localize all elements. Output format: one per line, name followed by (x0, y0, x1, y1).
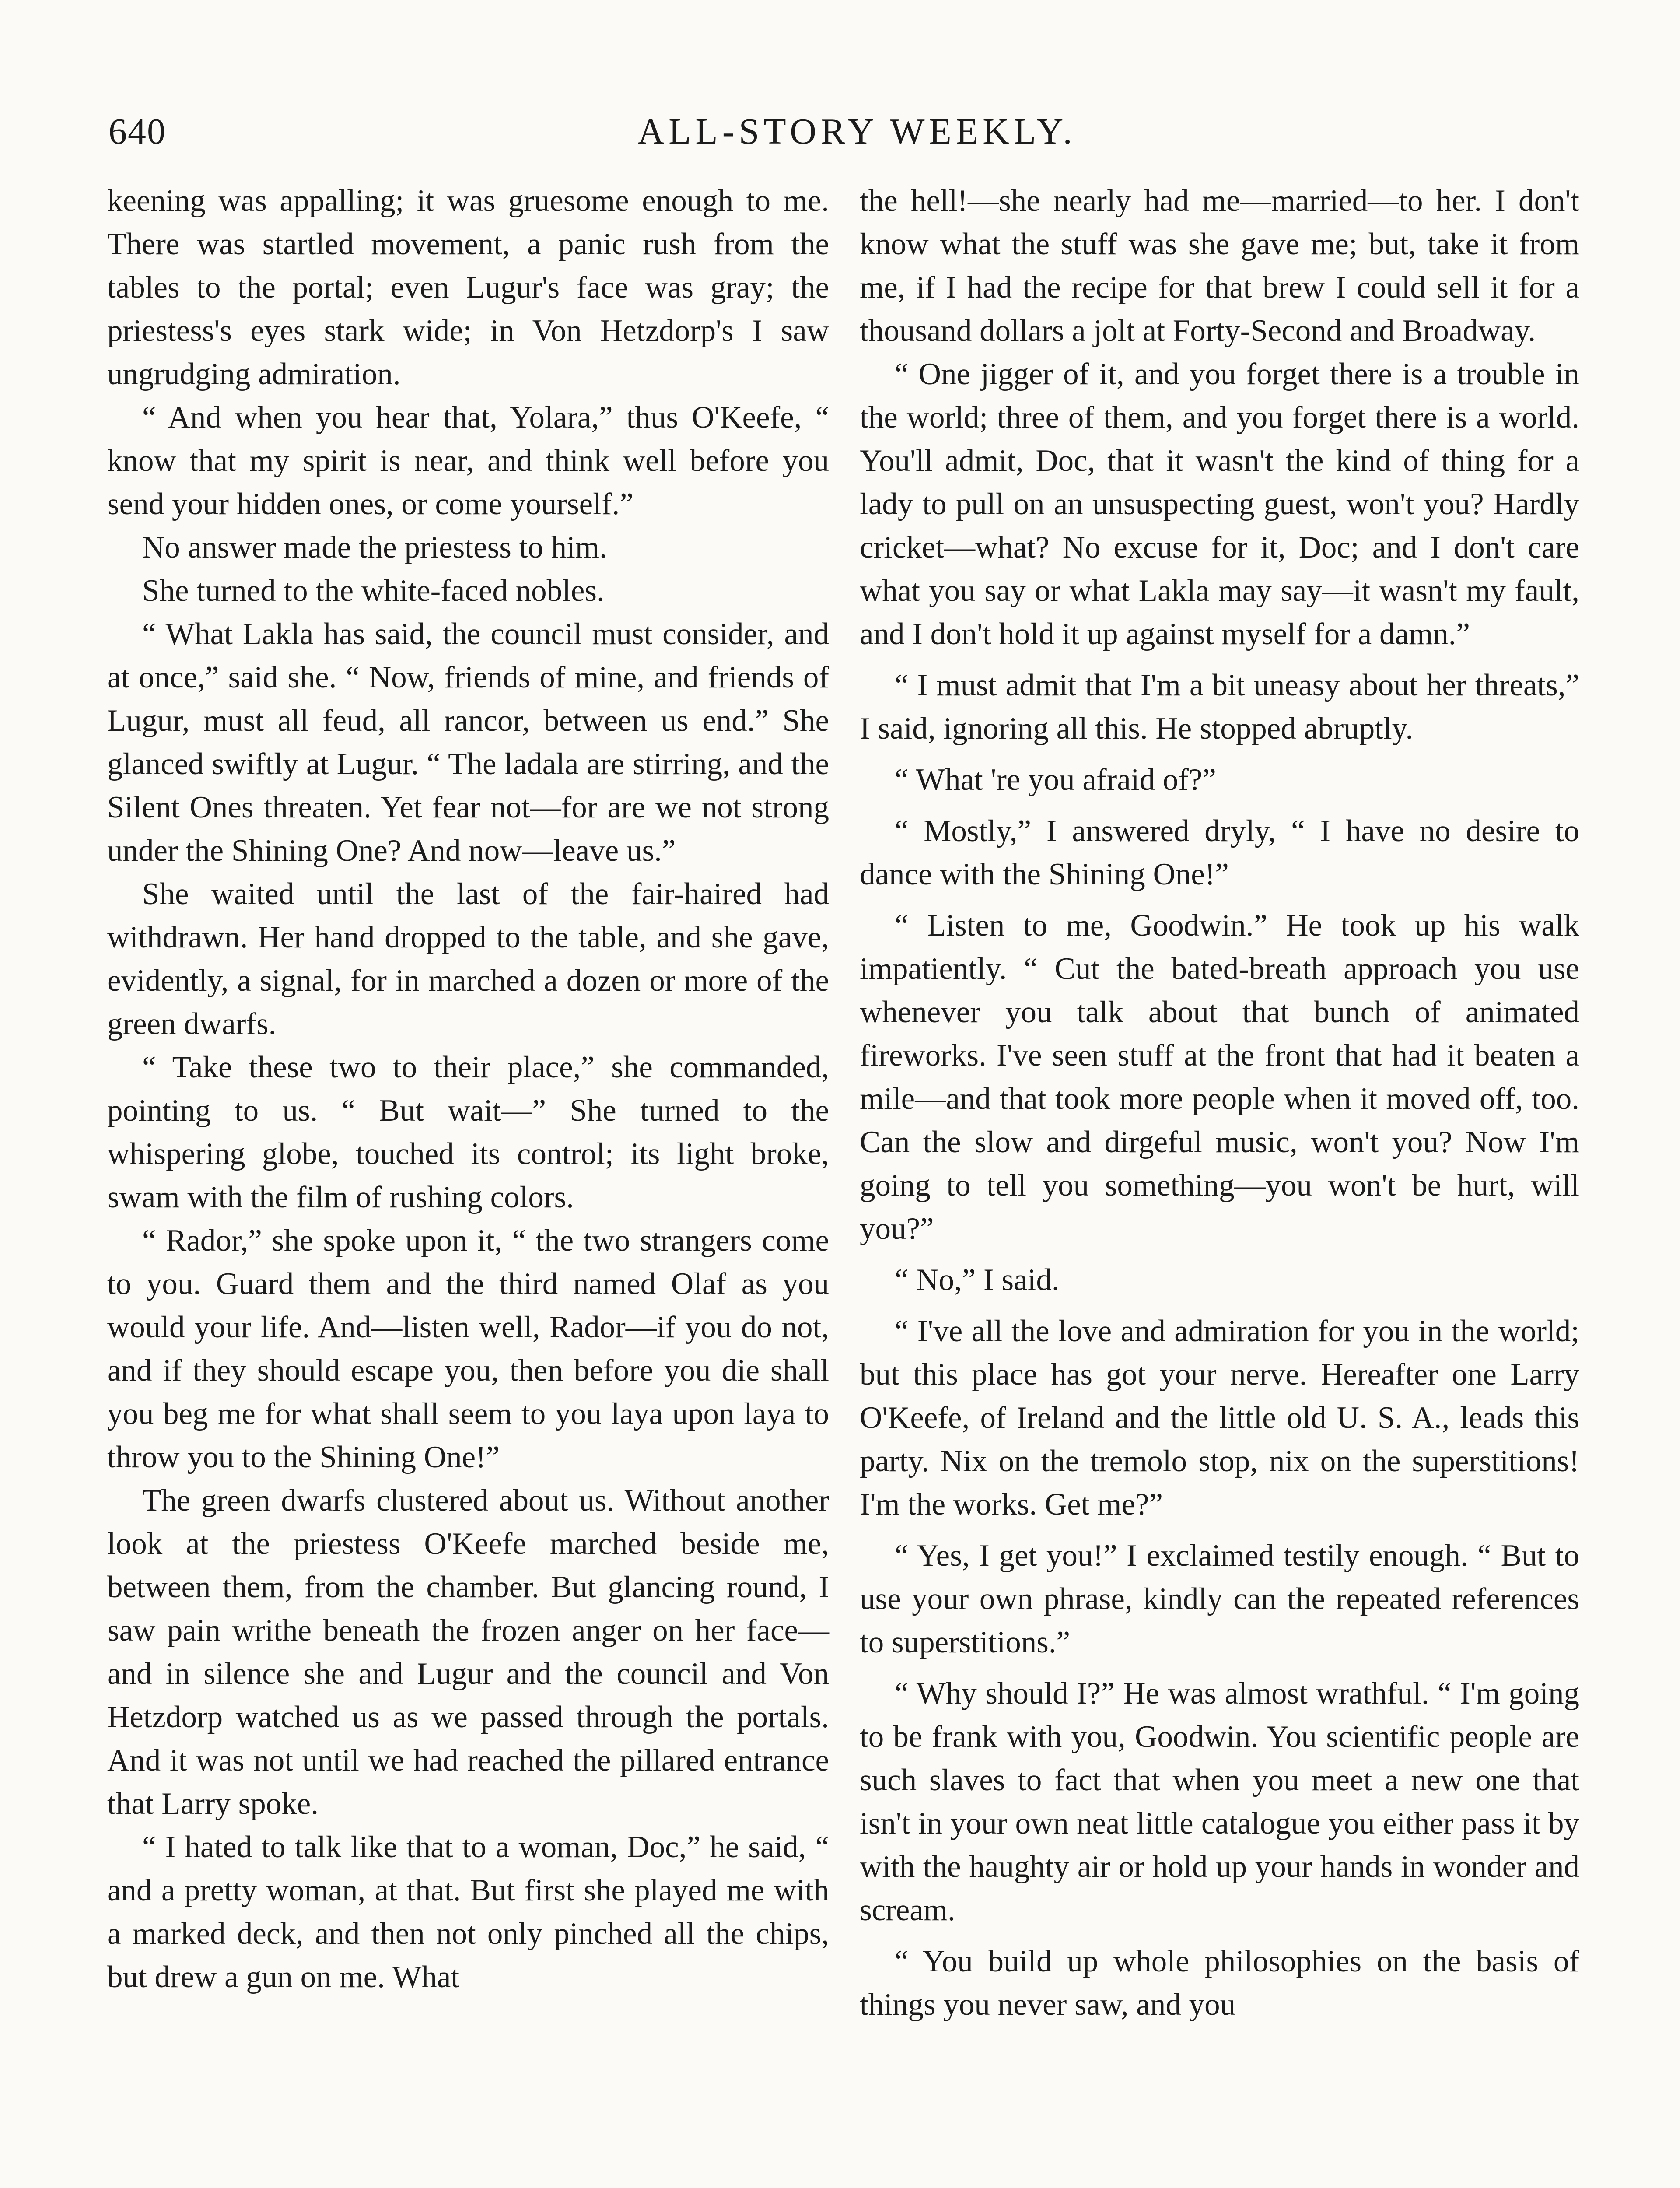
paragraph: The green dwarfs clustered about us. Without another look at the priestess O'Keefe marched beside me, between them, from the chamber. But glancing round, I saw pain writhe beneath the frozen anger on her face—and in silence she and Lugur and the council and Von Hetzdorp watched us as we passed through the portals. And it was not until we had reached the pillared entrance that Larry spoke. (107, 1483, 829, 1821)
paragraph: “ One jigger of it, and you forget there is a trouble in the world; three of them, and you forget there is a world. You'll admit, Doc, that it wasn't the kind of thing for a lady to pull on an unsuspecting guest, won't you? Hardly cricket—what? No excuse for it, Doc; and I don't care what you say or what Lakla may say—it wasn't my fault, and I don't hold it up against myself for a damn.” (860, 357, 1579, 651)
paragraph: “ Why should I?” He was almost wrathful. “ I'm going to be frank with you, Goodwin. You scientific people are such slaves to fact that when you meet a new one that isn't in your own neat little catalogue you either pass it by with the haughty air or hold up your hands in wonder and scream. (860, 1676, 1579, 1927)
paragraph: “ What 're you afraid of?” (895, 763, 1216, 797)
paragraph: “ I've all the love and admiration for you in the world; but this place has got your nerve. Hereafter one Larry O'Keefe, of Ireland and the little old U. S. A., leads this party. Nix on the tremolo stop, nix on the superstitions! I'm the works. Get me?” (860, 1314, 1579, 1522)
page-number: 640 (108, 111, 166, 152)
page-header (108, 108, 1606, 156)
paragraph: “ What Lakla has said, the council must consider, and at once,” said she. “ Now, friends of mine, and friends of Lugur, must all feud, all rancor, between us end.” She glanced swiftly at Lugur. “ The ladala are stirring, and the Silent Ones threaten. Yet fear not—for are we not strong under the Shining One? And now—leave us.” (107, 617, 829, 868)
paragraph: “ I hated to talk like that to a woman, Doc,” he said, “ and a pretty woman, at that. But first she played me with a marked deck, and then not only pinched all the chips, but drew a gun on me. What (107, 1830, 829, 1994)
paragraph: “ You build up whole philosophies on the basis of things you never saw, and you (860, 1944, 1579, 2022)
paragraph: “ Take these two to their place,” she commanded, pointing to us. “ But wait—” She turned to the whispering globe, touched its control; its light broke, swam with the film of rushing colors. (107, 1050, 829, 1214)
running-title: ALL-STORY WEEKLY. (637, 111, 1077, 152)
paragraph: “ Mostly,” I answered dryly, “ I have no desire to dance with the Shining One!” (860, 814, 1579, 891)
paragraph: No answer made the priestess to him. (142, 530, 607, 565)
paragraph: “ Yes, I get you!” I exclaimed testily enough. “ But to use your own phrase, kindly can the repeated references to superstitions.” (860, 1539, 1579, 1659)
paragraph: “ I must admit that I'm a bit uneasy about her threats,” I said, ignoring all this. He stopped abruptly. (860, 668, 1579, 746)
left-column (107, 179, 829, 1999)
right-column (860, 179, 1579, 2027)
paragraph: “ And when you hear that, Yolara,” thus O'Keefe, “ know that my spirit is near, and think well before you send your hidden ones, or come yourself.” (107, 400, 829, 521)
paragraph: She turned to the white-faced nobles. (142, 574, 605, 608)
paragraph: “ Rador,” she spoke upon it, “ the two strangers come to you. Guard them and the third named Olaf as you would your life. And—listen well, Rador—if you do not, and if they should escape you, then before you die shall you beg me for what shall seem to you laya upon laya to throw you to the Shining One!” (107, 1224, 829, 1474)
paragraph: the hell!—she nearly had me—married—to her. I don't know what the stuff was she gave me; but, take it from me, if I had the recipe for that brew I could sell it for a thousand dollars a jolt at Forty-Second and Broadway. (860, 184, 1579, 348)
paragraph: “ No,” I said. (895, 1263, 1060, 1297)
paragraph: keening was appalling; it was gruesome enough to me. There was startled movement, a panic rush from the tables to the portal; even Lugur's face was gray; the priestess's eyes stark wide; in Von Hetzdorp's I saw ungrudging admiration. (107, 184, 829, 391)
paragraph: She waited until the last of the fair-haired had withdrawn. Her hand dropped to the table, and she gave, evidently, a signal, for in marched a dozen or more of the green dwarfs. (107, 877, 829, 1041)
paragraph: “ Listen to me, Goodwin.” He took up his walk impatiently. “ Cut the bated-breath approach you use whenever you talk about that bunch of animated fireworks. I've seen stuff at the front that had it beaten a mile—and that took more people when it moved off, too. Can the slow and dirgeful music, won't you? Now I'm going to tell you something—you won't be hurt, will you?” (860, 908, 1579, 1246)
